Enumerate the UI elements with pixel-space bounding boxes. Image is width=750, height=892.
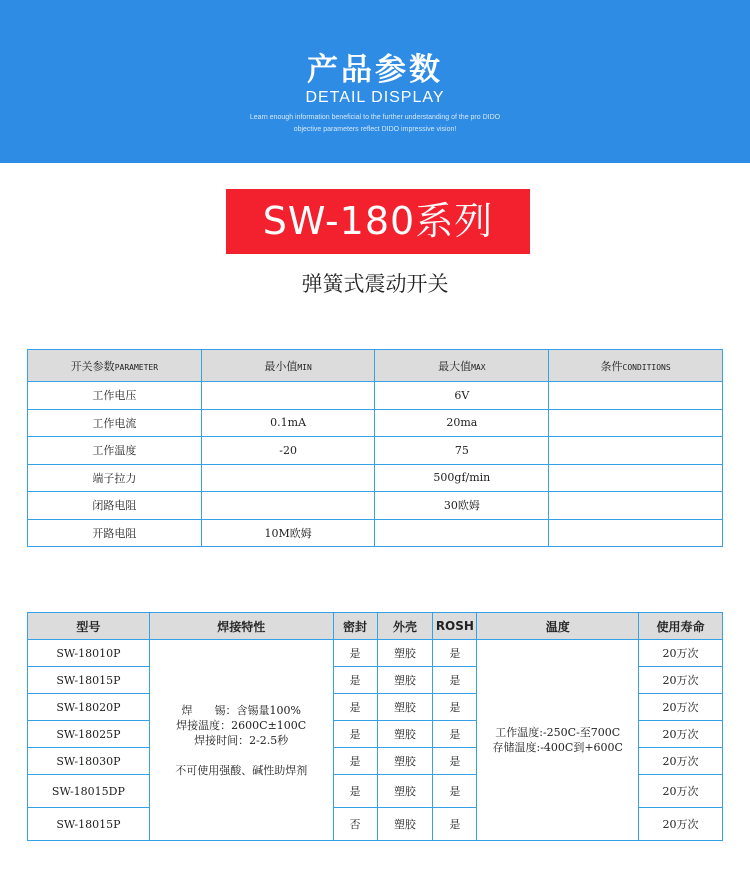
header-parameter: 开关参数PARAMETER bbox=[28, 350, 202, 382]
param-min bbox=[201, 464, 375, 492]
header-lifetime: 使用寿命 bbox=[639, 613, 723, 640]
seal-cell: 是 bbox=[333, 640, 377, 667]
shell-cell: 塑胶 bbox=[377, 640, 433, 667]
param-max: 30欧姆 bbox=[375, 492, 549, 520]
param-min: -20 bbox=[201, 437, 375, 465]
header-seal: 密封 bbox=[333, 613, 377, 640]
table-row bbox=[28, 519, 723, 547]
model-cell: SW-18015DP bbox=[28, 775, 150, 808]
shell-cell: 塑胶 bbox=[377, 748, 433, 775]
param-conditions bbox=[549, 492, 723, 520]
banner-description-line1: Learn enough information beneficial to the further understanding of the pro DIDO bbox=[249, 114, 501, 121]
header-conditions: 条件CONDITIONS bbox=[549, 350, 723, 382]
series-title: SW-180系列 bbox=[226, 189, 530, 254]
param-max: 500gf/min bbox=[375, 464, 549, 492]
param-conditions bbox=[549, 437, 723, 465]
shell-cell: 塑胶 bbox=[377, 667, 433, 694]
rosh-cell: 是 bbox=[433, 667, 477, 694]
table-row bbox=[28, 382, 723, 410]
param-conditions bbox=[549, 464, 723, 492]
param-conditions bbox=[549, 382, 723, 410]
rosh-cell: 是 bbox=[433, 640, 477, 667]
seal-cell: 是 bbox=[333, 748, 377, 775]
banner-title: 产品参数 bbox=[307, 52, 443, 88]
param-name: 工作电流 bbox=[28, 409, 202, 437]
param-name: 端子拉力 bbox=[28, 464, 202, 492]
rosh-cell: 是 bbox=[433, 808, 477, 841]
table-row bbox=[28, 437, 723, 465]
temperature-cell bbox=[477, 640, 639, 841]
header-temperature: 温度 bbox=[477, 613, 639, 640]
shell-cell: 塑胶 bbox=[377, 775, 433, 808]
lifetime-cell: 20万次 bbox=[639, 721, 723, 748]
seal-cell: 是 bbox=[333, 694, 377, 721]
param-min bbox=[201, 382, 375, 410]
model-cell: SW-18020P bbox=[28, 694, 150, 721]
series-subtitle: 弹簧式震动开关 bbox=[301, 272, 449, 296]
param-name: 工作电压 bbox=[28, 382, 202, 410]
header-banner bbox=[0, 0, 750, 163]
header-max: 最大值MAX bbox=[375, 350, 549, 382]
param-max bbox=[375, 519, 549, 547]
lifetime-cell: 20万次 bbox=[639, 667, 723, 694]
model-cell: SW-18015P bbox=[28, 667, 150, 694]
storage-temperature: 存储温度:-400C到+600C bbox=[492, 741, 623, 754]
model-cell: SW-18030P bbox=[28, 748, 150, 775]
seal-cell: 是 bbox=[333, 775, 377, 808]
rosh-cell: 是 bbox=[433, 721, 477, 748]
header-welding: 焊接特性 bbox=[149, 613, 333, 640]
banner-description-line2: objective parameters reflect DIDO impressive vision! bbox=[293, 126, 457, 133]
header-rosh: ROSH bbox=[433, 613, 477, 640]
lifetime-cell: 20万次 bbox=[639, 694, 723, 721]
table-row bbox=[28, 409, 723, 437]
shell-cell: 塑胶 bbox=[377, 694, 433, 721]
welding-spec-cell bbox=[149, 640, 333, 841]
table-row bbox=[28, 464, 723, 492]
model-cell: SW-18015P bbox=[28, 808, 150, 841]
seal-cell: 否 bbox=[333, 808, 377, 841]
header-min: 最小值MIN bbox=[201, 350, 375, 382]
model-cell: SW-18025P bbox=[28, 721, 150, 748]
welding-warning: 不可使用强酸、碱性助焊剂 bbox=[175, 763, 308, 777]
model-table bbox=[27, 612, 723, 841]
param-max: 75 bbox=[375, 437, 549, 465]
header-shell: 外壳 bbox=[377, 613, 433, 640]
welding-solder: 焊 锡：含锡量100% bbox=[181, 703, 301, 717]
model-cell: SW-18010P bbox=[28, 640, 150, 667]
table-row bbox=[28, 492, 723, 520]
param-max: 6V bbox=[375, 382, 549, 410]
seal-cell: 是 bbox=[333, 721, 377, 748]
table-header-row bbox=[28, 350, 723, 382]
lifetime-cell: 20万次 bbox=[639, 775, 723, 808]
shell-cell: 塑胶 bbox=[377, 721, 433, 748]
param-name: 闭路电阻 bbox=[28, 492, 202, 520]
table-row bbox=[28, 640, 723, 667]
rosh-cell: 是 bbox=[433, 775, 477, 808]
param-name: 工作温度 bbox=[28, 437, 202, 465]
welding-time: 焊接时间：2-2.5秒 bbox=[194, 733, 289, 747]
param-min bbox=[201, 492, 375, 520]
param-conditions bbox=[549, 519, 723, 547]
lifetime-cell: 20万次 bbox=[639, 640, 723, 667]
param-max: 20ma bbox=[375, 409, 549, 437]
param-min: 10M欧姆 bbox=[201, 519, 375, 547]
lifetime-cell: 20万次 bbox=[639, 808, 723, 841]
seal-cell: 是 bbox=[333, 667, 377, 694]
shell-cell: 塑胶 bbox=[377, 808, 433, 841]
header-model: 型号 bbox=[28, 613, 150, 640]
parameter-table bbox=[27, 349, 723, 547]
param-conditions bbox=[549, 409, 723, 437]
banner-subtitle: DETAIL DISPLAY bbox=[305, 89, 445, 106]
table-header-row bbox=[28, 613, 723, 640]
welding-temperature: 焊接温度：2600C±100C bbox=[176, 718, 307, 732]
lifetime-cell: 20万次 bbox=[639, 748, 723, 775]
rosh-cell: 是 bbox=[433, 694, 477, 721]
param-min: 0.1mA bbox=[201, 409, 375, 437]
param-name: 开路电阻 bbox=[28, 519, 202, 547]
rosh-cell: 是 bbox=[433, 748, 477, 775]
operating-temperature: 工作温度:-250C-至700C bbox=[495, 726, 621, 739]
